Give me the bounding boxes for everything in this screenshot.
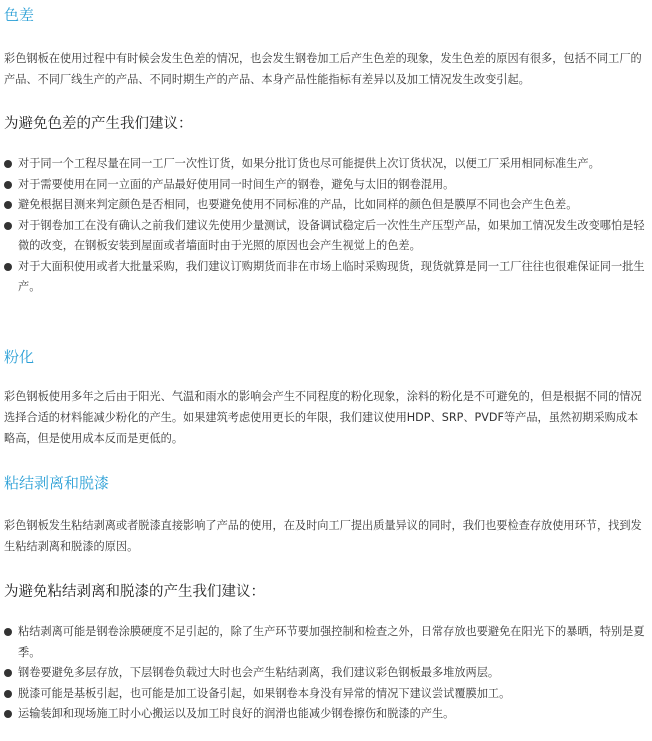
bullet-dot-icon xyxy=(4,669,12,677)
peeling-subhead: 为避免粘结剥离和脱漆的产生我们建议： xyxy=(4,584,265,600)
list-item xyxy=(4,175,648,196)
bullet-dot-icon xyxy=(4,160,12,168)
list-item-text: 对于钢卷加工在没有确认之前我们建议先使用少量测试，设备调试稳定后一次性生产压型产品，如果加工情况发生改变哪怕是轻微的改变，在钢板安装到屋面或者墙面时由于光照的原因也会产生视觉上的色差。 xyxy=(18,218,645,252)
section-title-chalking: 粉化 xyxy=(4,348,35,366)
list-item xyxy=(4,704,648,725)
color-diff-paragraph: 彩色钢板在使用过程中有时候会发生色差的情况，也会发生钢卷加工后产生色差的现象，发生色差的原因有很多，包括不同工厂的产品、不同厂线生产的产品、不同时期生产的产品、本身产品性能指标有差异以及加工情况发生改变引起。 xyxy=(4,52,642,86)
list-item-text: 钢卷要避免多层存放，下层钢卷负载过大时也会产生粘结剥离，我们建议彩色钢板最多堆放两层。 xyxy=(18,666,500,679)
list-item-text: 对于同一个工程尽量在同一工厂一次性订货，如果分批订货也尽可能提供上次订货状况，以便工厂采用相同标准生产。 xyxy=(18,157,600,170)
bullet-dot-icon xyxy=(4,628,12,636)
chalking-paragraph: 彩色钢板使用多年之后由于阳光、气温和雨水的影响会产生不同程度的粉化现象，涂料的粉化是不可避免的，但是根据不同的情况选择合适的材料能减少粉化的产生。如果建筑考虑使用更长的年限，我们建议使用HDP、SRP、PVDF等产品，虽然初期采购成本略高，但是使用成本反而是更低的。 xyxy=(4,390,642,445)
color-diff-bullet-list xyxy=(4,154,648,298)
list-item xyxy=(4,622,648,663)
bullet-dot-icon xyxy=(4,222,12,230)
list-item-text: 对于大面积使用或者大批量采购，我们建议订购期货而非在市场上临时采购现货，现货就算是同一工厂往往也很难保证同一批生产。 xyxy=(18,259,645,293)
list-item xyxy=(4,154,648,175)
list-item xyxy=(4,257,648,298)
list-item-text: 对于需要使用在同一立面的产品最好使用同一时间生产的钢卷，避免与太旧的钢卷混用。 xyxy=(18,177,455,191)
bullet-dot-icon xyxy=(4,181,12,189)
list-item-text: 避免根据目测来判定颜色是否相同，也要避免使用不同标准的产品，比如同样的颜色但是膜厚不同也会产生色差。 xyxy=(18,198,578,211)
list-item xyxy=(4,216,648,257)
bullet-dot-icon xyxy=(4,690,12,698)
bullet-dot-icon xyxy=(4,710,12,718)
bullet-dot-icon xyxy=(4,201,12,209)
list-item xyxy=(4,195,648,216)
list-item xyxy=(4,663,648,684)
list-item-text: 脱漆可能是基板引起，也可能是加工设备引起，如果钢卷本身没有异常的情况下建议尝试覆膜加工。 xyxy=(18,686,511,700)
list-item xyxy=(4,684,648,705)
peeling-paragraph: 彩色钢板发生粘结剥离或者脱漆直接影响了产品的使用，在及时向工厂提出质量异议的同时，我们也要检查存放使用环节，找到发生粘结剥离和脱漆的原因。 xyxy=(4,519,642,553)
section-title-peeling: 粘结剥离和脱漆 xyxy=(4,474,110,492)
list-item-text: 运输装卸和现场施工时小心搬运以及加工时良好的润滑也能减少钢卷擦伤和脱漆的产生。 xyxy=(18,707,455,720)
peeling-bullet-list xyxy=(4,622,648,725)
color-diff-subhead: 为避免色差的产生我们建议： xyxy=(4,116,193,132)
section-title-color-diff: 色差 xyxy=(4,6,35,24)
list-item-text: 粘结剥离可能是钢卷涂膜硬度不足引起的，除了生产环节要加强控制和检查之外，日常存放也要避免在阳光下的暴晒，特别是夏季。 xyxy=(18,625,645,659)
bullet-dot-icon xyxy=(4,263,12,271)
